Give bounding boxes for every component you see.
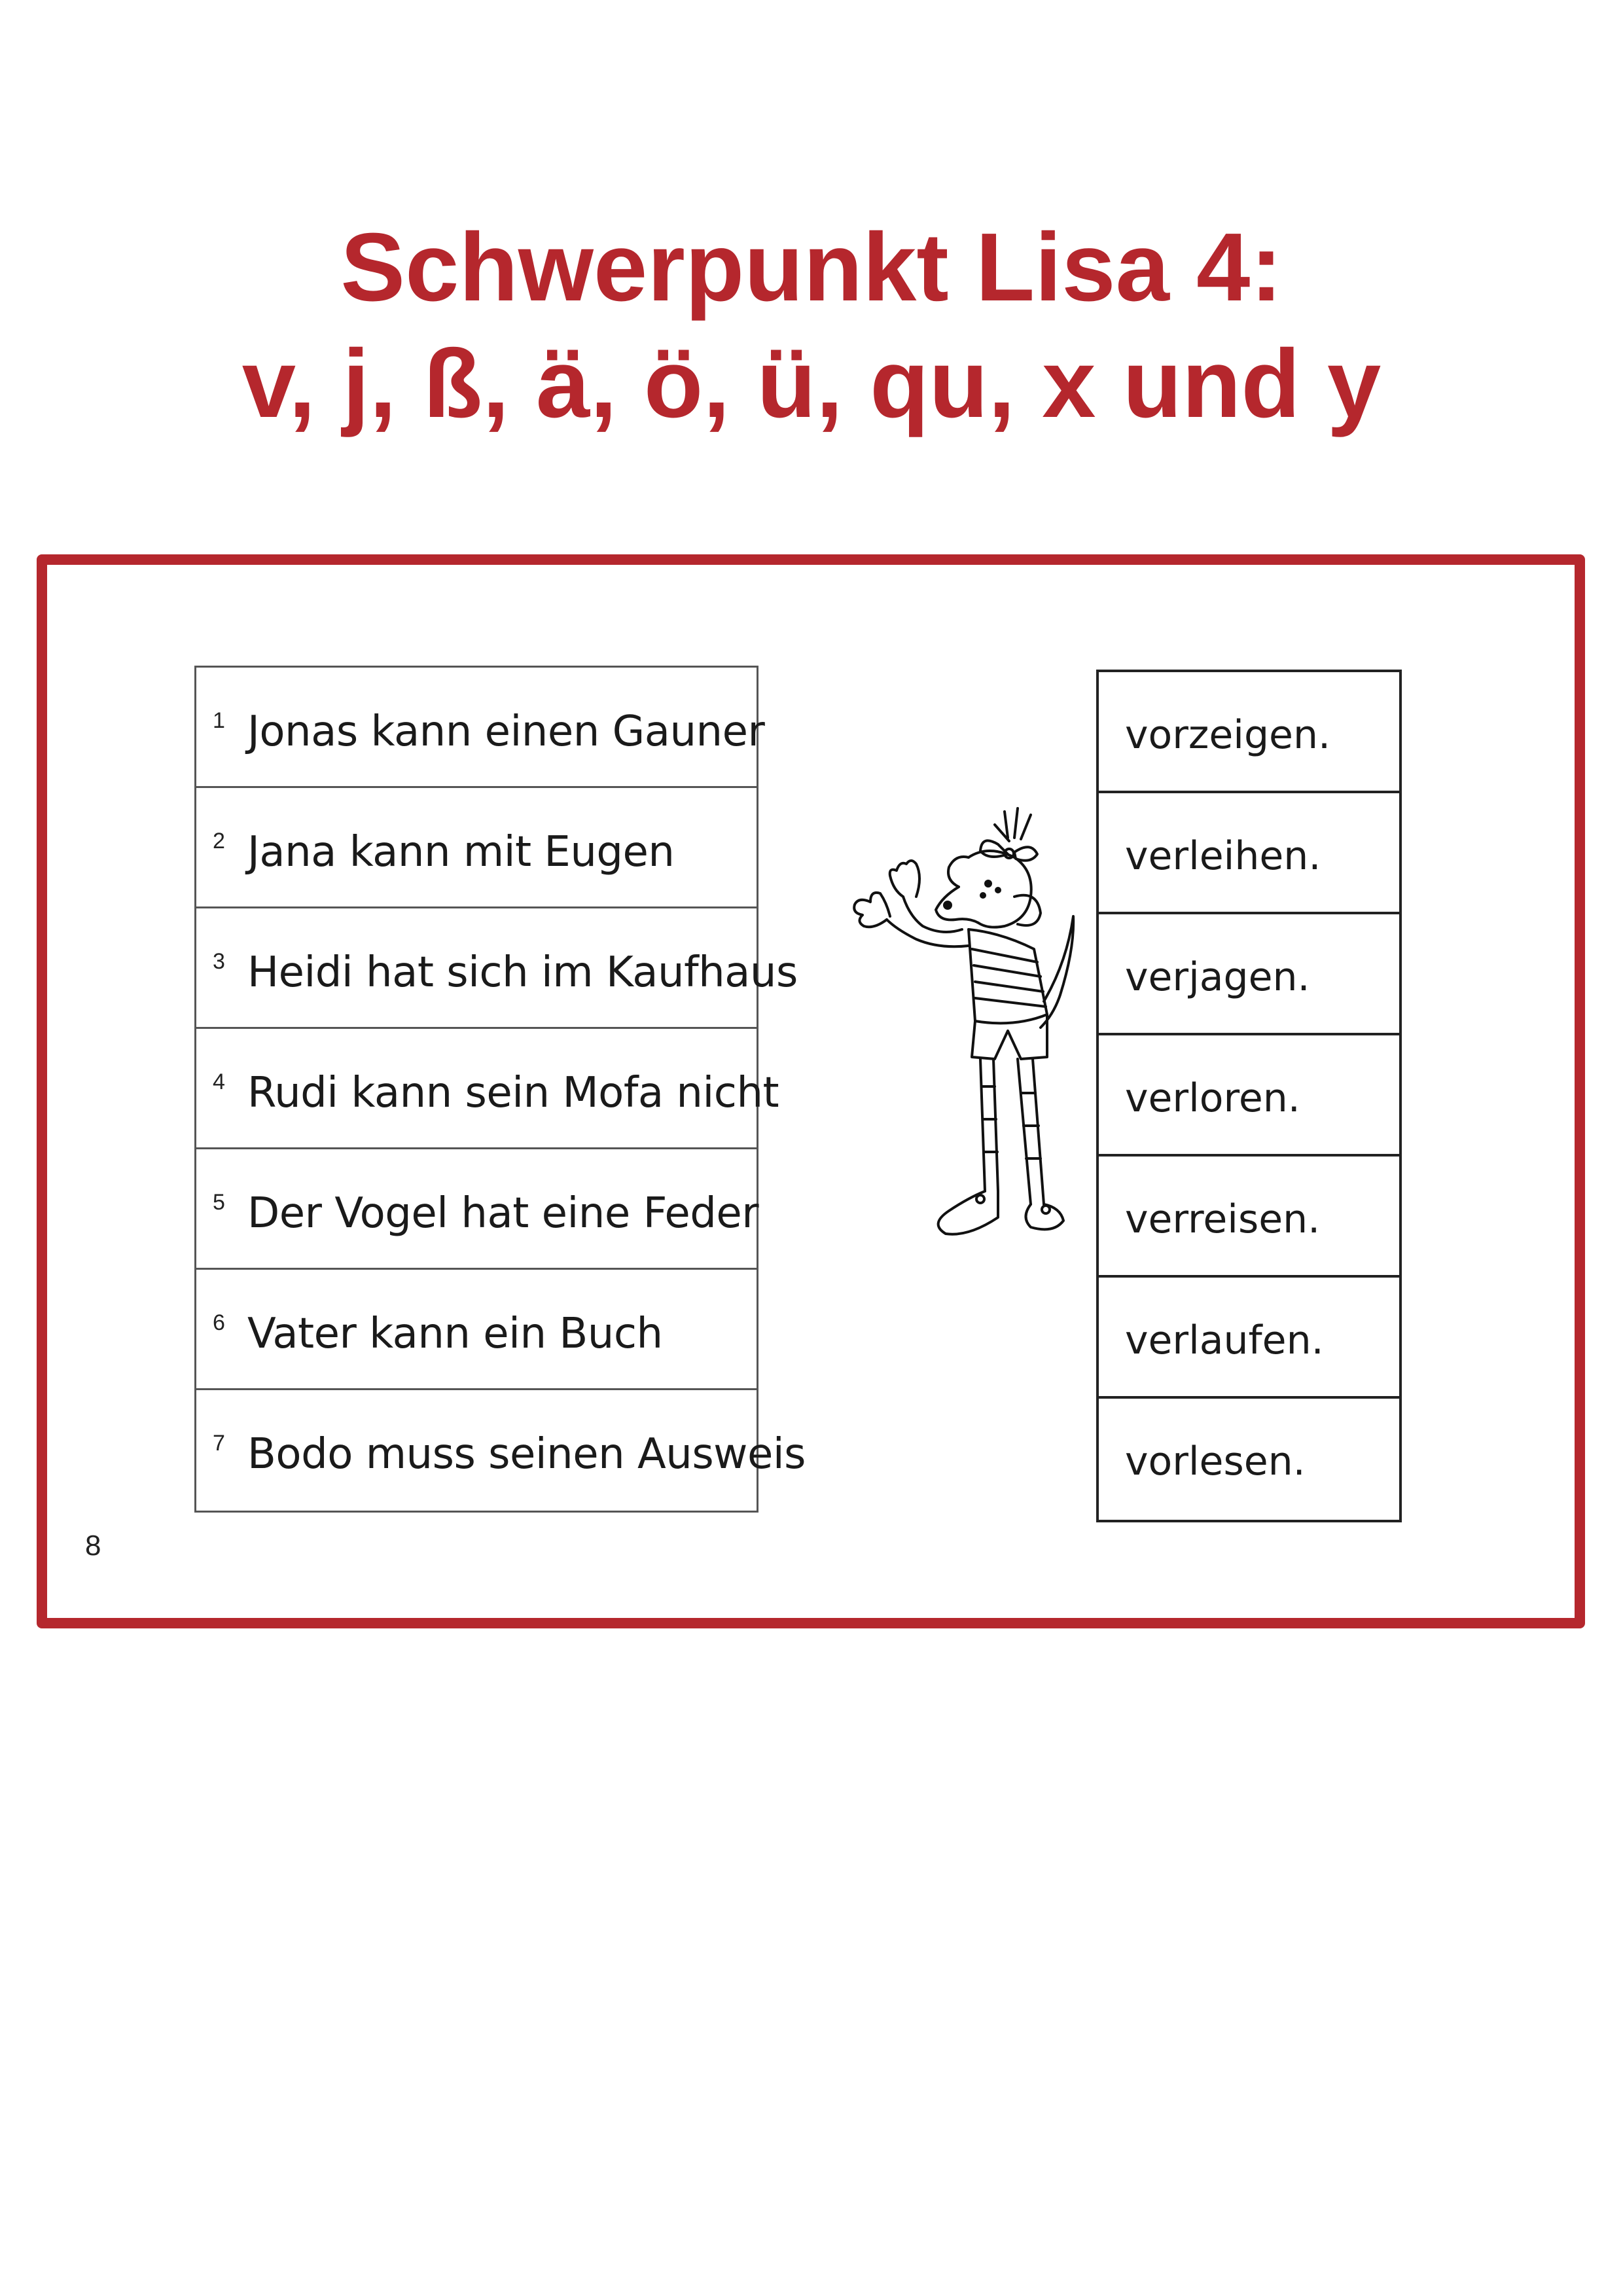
sentence-start-row	[196, 1390, 806, 1511]
sentence-start-row	[196, 1029, 779, 1149]
row-number: 1	[213, 708, 225, 733]
sentence-start-row	[196, 1270, 757, 1390]
sentence-start-row	[196, 788, 757, 908]
sentence-ending-text: vorlesen.	[1125, 1439, 1306, 1484]
mouse-illustration	[772, 798, 1093, 1342]
sentence-ending-text: vorzeigen.	[1125, 712, 1331, 758]
sentence-ending-row	[1099, 914, 1399, 1035]
sentence-ending-text: verreisen.	[1125, 1196, 1321, 1242]
sentence-ending-text: verlaufen.	[1125, 1318, 1324, 1363]
row-number: 5	[213, 1190, 225, 1215]
row-number: 3	[213, 949, 225, 974]
sentence-start-row	[196, 908, 798, 1029]
sentence-start-text: Vater kann ein Buch	[247, 1310, 663, 1358]
row-number: 7	[213, 1431, 225, 1456]
sentence-ending-row	[1099, 1157, 1399, 1278]
page-title	[0, 209, 1623, 442]
sentence-endings-table	[1096, 670, 1402, 1522]
sentence-ending-row	[1099, 672, 1399, 793]
sentence-start-text: Jonas kann einen Gauner	[247, 708, 765, 756]
sentence-ending-row	[1099, 1035, 1399, 1157]
sentence-start-text: Heidi hat sich im Kaufhaus	[247, 948, 798, 997]
row-number: 4	[213, 1069, 225, 1094]
row-number: 6	[213, 1310, 225, 1335]
sentence-ending-row	[1099, 793, 1399, 914]
sentence-starts-table	[194, 666, 806, 1513]
title-line-2: v, j, ß, ä, ö, ü, qu, x und y	[241, 330, 1382, 438]
title-line-1: Schwerpunkt Lisa 4:	[340, 213, 1283, 321]
sentence-start-row	[196, 668, 765, 788]
row-number: 2	[213, 829, 225, 853]
sentence-ending-row	[1099, 1278, 1399, 1399]
sentence-ending-text: verleihen.	[1125, 833, 1321, 879]
sentence-start-text: Bodo muss seinen Ausweis	[247, 1430, 806, 1479]
sentence-start-text: Der Vogel hat eine Feder	[247, 1189, 759, 1238]
sentence-start-row	[196, 1149, 757, 1270]
sentence-start-text: Jana kann mit Eugen	[247, 828, 675, 876]
sentence-ending-text: verloren.	[1125, 1075, 1300, 1121]
sentence-start-text: Rudi kann sein Mofa nicht	[247, 1069, 779, 1117]
sentence-ending-text: verjagen.	[1125, 954, 1310, 1000]
sentence-ending-row	[1099, 1399, 1399, 1520]
page-number: 8	[85, 1530, 101, 1562]
